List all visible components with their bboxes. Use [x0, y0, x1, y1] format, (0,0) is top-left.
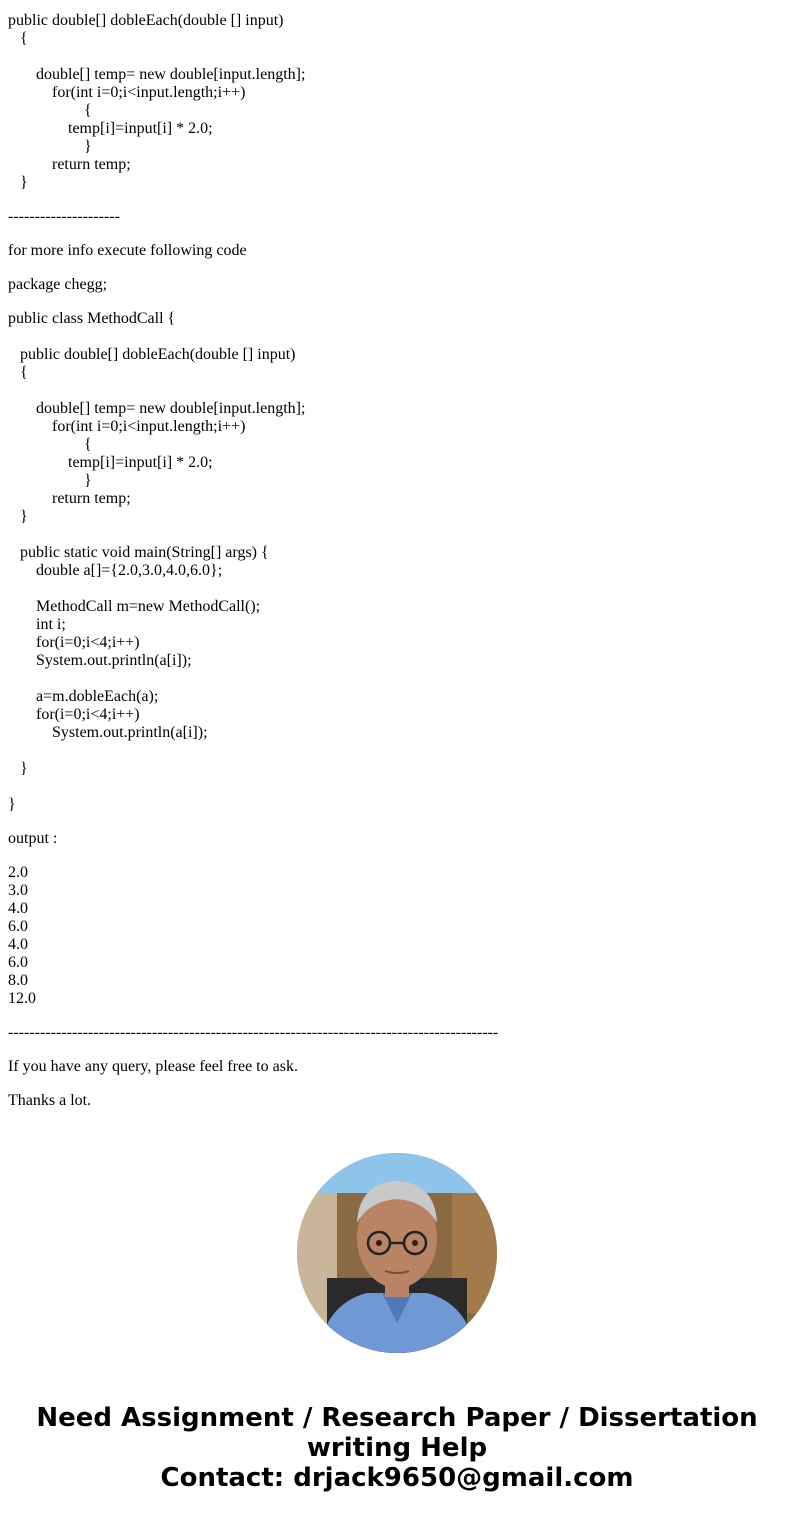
output-line: 8.0 — [8, 972, 28, 989]
code-line: double a[]={2.0,3.0,4.0,6.0}; — [8, 562, 223, 579]
package-line: package chegg; — [8, 276, 108, 293]
code-line: for(i=0;i<4;i++) — [8, 634, 140, 651]
code-line — [8, 670, 788, 688]
spacer — [8, 814, 788, 830]
code-line — [8, 778, 788, 796]
code-line: } — [8, 138, 92, 155]
code-line: temp[i]=input[i] * 2.0; — [8, 454, 213, 471]
code-line: double[] temp= new double[input.length]; — [8, 400, 306, 417]
code-line: } — [8, 760, 28, 777]
output-line: 12.0 — [8, 990, 36, 1007]
output-line: 4.0 — [8, 936, 28, 953]
full-code-listing — [8, 310, 788, 814]
code-line: } — [8, 174, 28, 191]
code-line: for(int i=0;i<input.length;i++) — [8, 84, 246, 101]
code-line — [8, 382, 788, 400]
code-line: System.out.println(a[i]); — [8, 724, 208, 741]
output-line: 4.0 — [8, 900, 28, 917]
code-line — [8, 526, 788, 544]
code-line: { — [8, 436, 92, 453]
code-line: { — [8, 30, 28, 47]
code-line: int i; — [8, 616, 66, 633]
code-line: } — [8, 796, 16, 813]
spacer — [8, 1042, 788, 1058]
code-line: MethodCall m=new MethodCall(); — [8, 598, 261, 615]
code-line: return temp; — [8, 490, 131, 507]
spacer — [8, 294, 788, 310]
spacer — [8, 192, 788, 208]
code-line — [8, 48, 788, 66]
code-snippet — [8, 12, 788, 192]
footer-line-2: writing Help — [306, 1433, 488, 1463]
closing-thanks: Thanks a lot. — [8, 1092, 92, 1109]
code-line: public double[] dobleEach(double [] input) — [8, 12, 284, 29]
code-line: public double[] dobleEach(double [] input) — [8, 346, 296, 363]
spacer — [8, 260, 788, 276]
output-label: output : — [8, 830, 58, 847]
output-values — [8, 864, 788, 1008]
code-line: } — [8, 508, 28, 525]
output-line: 6.0 — [8, 954, 28, 971]
code-line — [8, 580, 788, 598]
author-photo — [297, 1153, 497, 1353]
code-line: } — [8, 472, 92, 489]
code-line: { — [8, 364, 28, 381]
output-line: 3.0 — [8, 882, 28, 899]
footer-banner — [0, 1403, 794, 1493]
footer-line-1: Need Assignment / Research Paper / Dissertation — [36, 1403, 758, 1433]
code-line: double[] temp= new double[input.length]; — [8, 66, 306, 83]
author-avatar — [297, 1153, 497, 1353]
closing-query: If you have any query, please feel free to ask. — [8, 1058, 298, 1075]
output-line: 2.0 — [8, 864, 28, 881]
answer-document — [8, 12, 788, 1110]
output-line: 6.0 — [8, 918, 28, 935]
code-line: public static void main(String[] args) { — [8, 544, 269, 561]
code-line: return temp; — [8, 156, 131, 173]
intro-text: for more info execute following code — [8, 242, 247, 259]
code-line: for(i=0;i<4;i++) — [8, 706, 140, 723]
footer-contact: Contact: drjack9650@gmail.com — [160, 1463, 634, 1493]
code-line: a=m.dobleEach(a); — [8, 688, 159, 705]
short-separator: --------------------- — [8, 208, 120, 225]
code-line: { — [8, 102, 92, 119]
spacer — [8, 1008, 788, 1024]
code-line — [8, 742, 788, 760]
spacer — [8, 848, 788, 864]
code-line: public class MethodCall { — [8, 310, 176, 327]
spacer — [8, 1076, 788, 1092]
code-line — [8, 328, 788, 346]
spacer — [8, 226, 788, 242]
code-line: for(int i=0;i<input.length;i++) — [8, 418, 246, 435]
long-separator: -------------------------------------------------------------------------------------------- — [8, 1024, 499, 1041]
code-line: temp[i]=input[i] * 2.0; — [8, 120, 213, 137]
code-line: System.out.println(a[i]); — [8, 652, 192, 669]
